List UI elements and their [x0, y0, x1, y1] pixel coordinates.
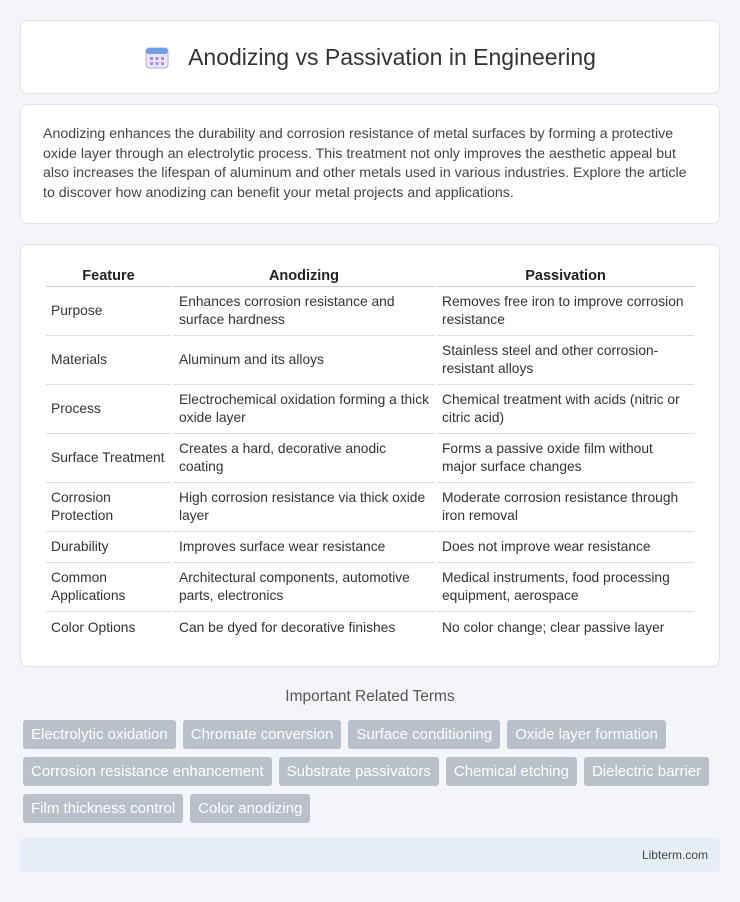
title-card: [20, 20, 720, 94]
tag-color-anodizing[interactable]: Color anodizing: [190, 794, 310, 823]
anodizing-cell: Aluminum and its alloys: [174, 336, 434, 385]
comparison-table: [43, 265, 697, 643]
header-passivation: Passivation: [437, 265, 694, 287]
passivation-cell: Medical instruments, food processing equipment, aerospace: [437, 563, 694, 612]
footer-link[interactable]: Libterm.com: [641, 848, 708, 862]
footer: [20, 838, 720, 872]
passivation-cell: Stainless steel and other corrosion-resistant alloys: [437, 336, 694, 385]
intro-text: Anodizing enhances the durability and corrosion resistance of metal surfaces by forming a protective oxide layer through an electrolytic process. This treatment not only improves the aesthetic appeal but also increases the lifespan of aluminum and other metals used in various industries. Explore the article to discover how anodizing can benefit your metal projects and applications.: [43, 126, 687, 201]
anodizing-cell: High corrosion resistance via thick oxide layer: [174, 483, 434, 532]
header-feature: Feature: [46, 265, 171, 287]
passivation-cell: Removes free iron to improve corrosion resistance: [437, 287, 694, 336]
anodizing-cell: Creates a hard, decorative anodic coating: [174, 434, 434, 483]
page-title: Anodizing vs Passivation in Engineering: [188, 43, 596, 70]
passivation-cell: Chemical treatment with acids (nitric or citric acid): [437, 385, 694, 434]
anodizing-cell: Can be dyed for decorative finishes: [179, 619, 396, 635]
table-row: [46, 336, 694, 385]
feature-cell: Surface Treatment: [46, 434, 171, 483]
tag-chromate-conversion[interactable]: Chromate conversion: [183, 720, 342, 749]
feature-cell: Purpose: [46, 287, 171, 336]
feature-cell: Durability: [46, 532, 171, 563]
related-terms-heading: Important Related Terms: [285, 688, 455, 705]
anodizing-cell: Electrochemical oxidation forming a thick oxide layer: [174, 385, 434, 434]
header-anodizing: Anodizing: [174, 265, 434, 287]
table-row: [46, 287, 694, 336]
anodizing-cell: Architectural components, automotive parts, electronics: [174, 563, 434, 612]
table-card: [20, 244, 720, 667]
tag-surface-conditioning[interactable]: Surface conditioning: [348, 720, 500, 749]
intro-card: [20, 104, 720, 224]
feature-cell: Process: [46, 385, 171, 434]
anodizing-cell: Improves surface wear resistance: [174, 532, 434, 563]
passivation-cell: Does not improve wear resistance: [437, 532, 694, 563]
tag-oxide-layer-formation[interactable]: Oxide layer formation: [507, 720, 666, 749]
table-row: [46, 434, 694, 483]
table-row: [46, 483, 694, 532]
table-row: [46, 612, 694, 643]
tag-substrate-passivators[interactable]: Substrate passivators: [279, 757, 439, 786]
related-tags: [23, 720, 723, 823]
tag-electrolytic-oxidation[interactable]: Electrolytic oxidation: [23, 720, 176, 749]
passivation-cell: No color change; clear passive layer: [442, 619, 665, 635]
table-row: [46, 563, 694, 612]
passivation-cell: Moderate corrosion resistance through iron removal: [437, 483, 694, 532]
tag-corrosion-resistance-enhancement[interactable]: Corrosion resistance enhancement: [23, 757, 272, 786]
table-row: [46, 532, 694, 563]
passivation-cell: Forms a passive oxide film without major surface changes: [437, 434, 694, 483]
tag-film-thickness-control[interactable]: Film thickness control: [23, 794, 183, 823]
tag-dielectric-barrier[interactable]: Dielectric barrier: [584, 757, 709, 786]
feature-cell: Materials: [46, 336, 171, 385]
calendar-icon: [144, 44, 170, 70]
feature-cell: Corrosion Protection: [46, 483, 171, 532]
table-header-row: [46, 265, 694, 287]
feature-cell: Color Options: [51, 619, 136, 635]
anodizing-cell: Enhances corrosion resistance and surface hardness: [174, 287, 434, 336]
feature-cell: Common Applications: [46, 563, 171, 612]
table-row: [46, 385, 694, 434]
tag-chemical-etching[interactable]: Chemical etching: [446, 757, 577, 786]
